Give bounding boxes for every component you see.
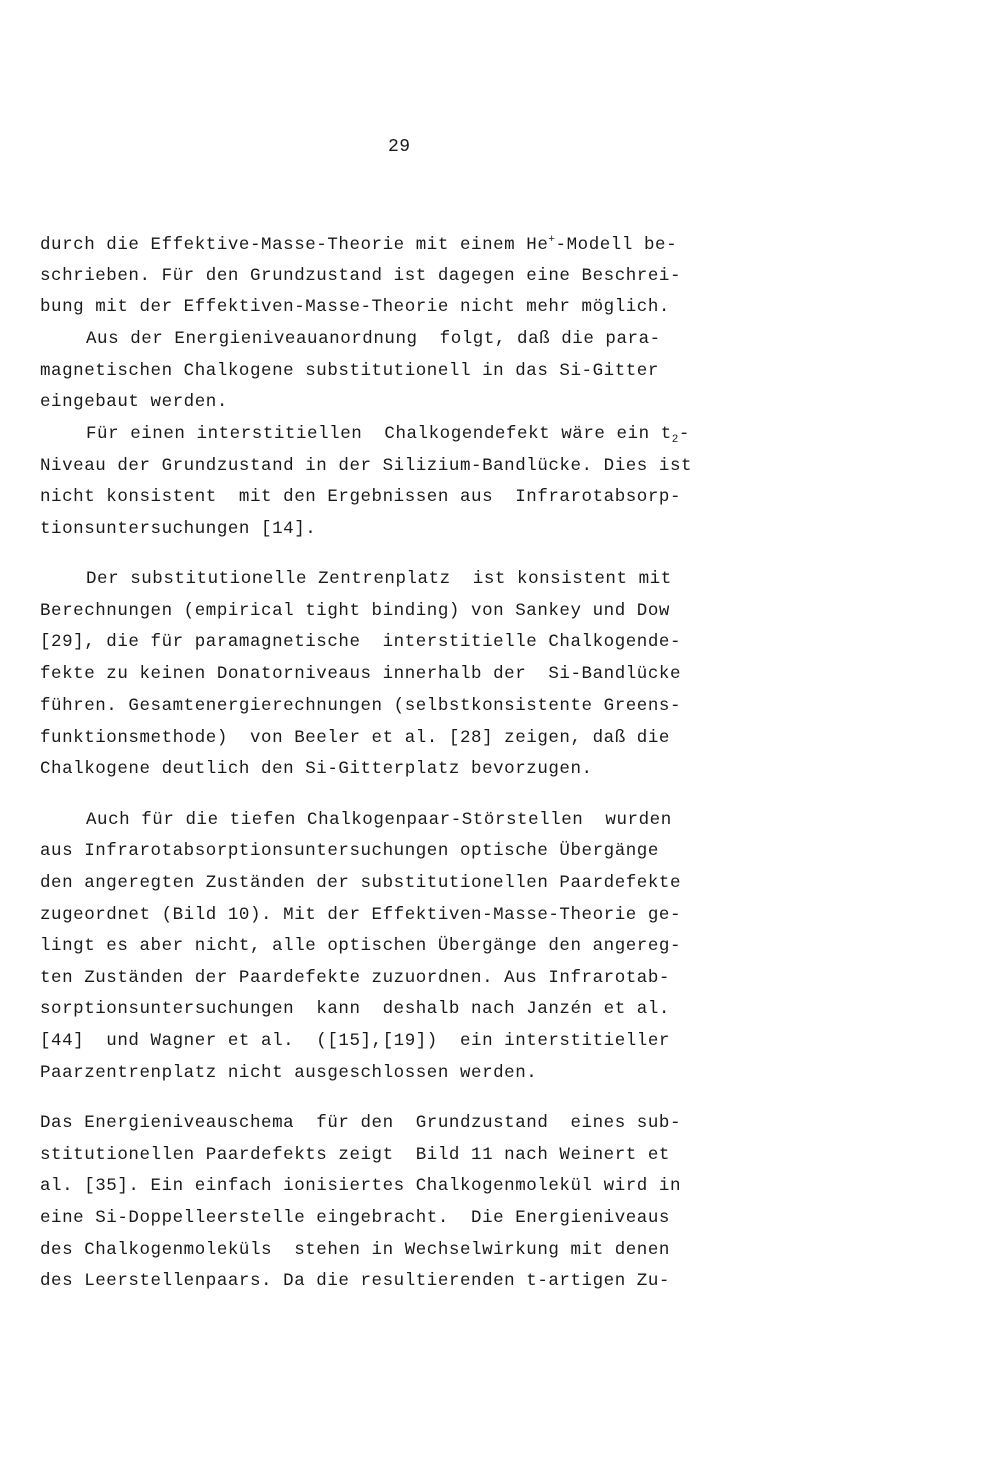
text-line: führen. Gesamtenergierechnungen (selbstkonsistente Greens-	[40, 696, 681, 716]
text-line: nicht konsistent mit den Ergebnissen aus Infrarotabsorp-	[40, 487, 681, 507]
text-line: eine Si-Doppelleerstelle eingebracht. Die Energieniveaus	[40, 1208, 670, 1228]
text-line: [29], die für paramagnetische interstitielle Chalkogende-	[40, 632, 681, 652]
text-line: Niveau der Grundzustand in der Silizium-Bandlücke. Dies ist	[40, 456, 693, 476]
text-line: lingt es aber nicht, alle optischen Übergänge den angereg-	[40, 936, 681, 956]
text-line: den angeregten Zuständen der substitutionellen Paardefekte	[40, 873, 681, 893]
text-line: Paarzentrenplatz nicht ausgeschlossen werden.	[40, 1063, 538, 1083]
text-line: Der substitutionelle Zentrenplatz ist konsistent mit	[86, 569, 672, 589]
text-line: zugeordnet (Bild 10). Mit der Effektiven-Masse-Theorie ge-	[40, 905, 681, 925]
text-line: al. [35]. Ein einfach ionisiertes Chalkogenmolekül wird in	[40, 1176, 681, 1196]
text-line: stitutionellen Paardefekts zeigt Bild 11 nach Weinert et	[40, 1145, 670, 1165]
text-line: schrieben. Für den Grundzustand ist dagegen eine Beschrei-	[40, 266, 681, 286]
text-line: bung mit der Effektiven-Masse-Theorie nicht mehr möglich.	[40, 297, 670, 317]
text-line: des Leerstellenpaars. Da die resultierenden t-artigen Zu-	[40, 1271, 670, 1291]
text-line: Auch für die tiefen Chalkogenpaar-Störstellen wurden	[86, 810, 672, 830]
text-line: Für einen interstitiellen Chalkogendefekt wäre ein $t_2-$	[86, 424, 690, 446]
page-number: 29	[388, 137, 411, 157]
text-line: tionsuntersuchungen [14].	[40, 519, 317, 539]
text-line: Chalkogene deutlich den Si-Gitterplatz bevorzugen.	[40, 759, 593, 779]
text-line: sorptionsuntersuchungen kann deshalb nach Janzén et al.	[40, 999, 670, 1019]
text-line: [44] und Wagner et al. ([15],[19]) ein interstitieller	[40, 1031, 670, 1051]
text-line: funktionsmethode) von Beeler et al. [28] zeigen, daß die	[40, 728, 670, 748]
text-line: fekte zu keinen Donatorniveaus innerhalb der Si-Bandlücke	[40, 664, 681, 684]
text-line: Das Energieniveauschema für den Grundzustand eines sub-	[40, 1113, 681, 1133]
text-line: aus Infrarotabsorptionsuntersuchungen optische Übergänge	[40, 841, 659, 861]
text-line: Berechnungen (empirical tight binding) von Sankey und Dow	[40, 601, 670, 621]
text-line: durch die Effektive-Masse-Theorie mit einem He+-Modell be-	[40, 234, 678, 255]
text-line: des Chalkogenmoleküls stehen in Wechselwirkung mit denen	[40, 1240, 670, 1260]
text-line: Aus der Energieniveauanordnung folgt, daß die para-	[86, 329, 661, 349]
text-line: magnetischen Chalkogene substitutionell in das Si-Gitter	[40, 361, 659, 381]
text-line: eingebaut werden.	[40, 392, 228, 412]
text-line: ten Zuständen der Paardefekte zuzuordnen. Aus Infrarotab-	[40, 968, 670, 988]
